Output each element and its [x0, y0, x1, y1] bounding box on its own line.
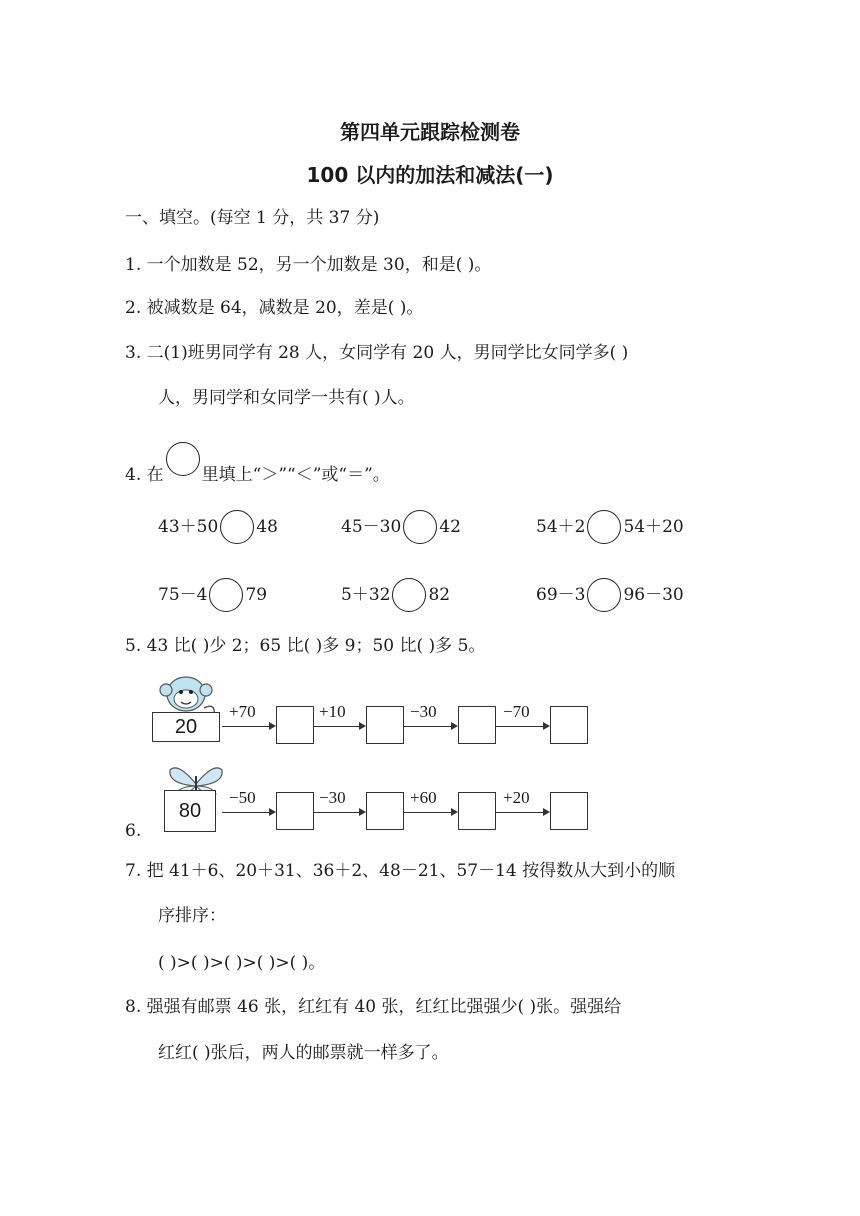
chain-2-answer-box-1[interactable]	[276, 792, 314, 830]
chain-2-op-4: +20	[503, 788, 530, 807]
compare-left: 75－4	[158, 585, 208, 605]
chain-2-arrow-1	[222, 812, 274, 813]
compare-right: 79	[245, 585, 268, 605]
chain-1-arrow-1	[222, 726, 274, 727]
chain-1-start-value: 20	[174, 716, 198, 738]
question-7-line-2: 序排序：	[158, 906, 226, 926]
compare-item	[158, 578, 267, 612]
question-3-line-2: 人，男同学和女同学一共有( )人。	[158, 388, 415, 408]
chain-2-op-1: −50	[229, 788, 256, 807]
question-4-prefix: 4. 在	[125, 465, 164, 485]
compare-right: 42	[439, 517, 461, 537]
compare-left: 54＋2	[536, 517, 586, 537]
chain-2-start-box	[164, 790, 216, 832]
chain-2-op-2: −30	[319, 788, 346, 807]
chain-1-answer-box-2[interactable]	[366, 706, 404, 744]
chain-1-arrow-2	[314, 726, 364, 727]
question-2: 2. 被减数是 64，减数是 20，差是( )。	[125, 298, 424, 318]
compare-right: 54＋20	[623, 517, 684, 537]
chain-1-arrow-4	[496, 726, 548, 727]
chain-1-op-4: −70	[503, 702, 530, 721]
answer-circle[interactable]	[220, 510, 254, 544]
question-8-line-1: 8. 强强有邮票 46 张，红红有 40 张，红红比强强少( )张。强强给	[125, 997, 622, 1017]
chain-1-answer-box-4[interactable]	[550, 706, 588, 744]
answer-circle[interactable]	[392, 578, 426, 612]
chain-2-start-value: 80	[178, 800, 202, 822]
compare-item	[341, 578, 450, 612]
compare-right: 82	[428, 585, 451, 605]
chain-1-op-3: −30	[410, 702, 437, 721]
chain-1-start-box	[152, 712, 220, 742]
question-4-suffix: 里填上“＞”“＜”或“＝”。	[201, 465, 390, 485]
compare-left: 45－30	[341, 517, 402, 537]
answer-circle[interactable]	[209, 578, 243, 612]
question-5: 5. 43 比( )少 2；65 比( )多 9；50 比( )多 5。	[125, 636, 486, 656]
page-subtitle: 100 以内的加法和减法(一)	[306, 163, 554, 187]
section-heading: 一、填空。(每空 1 分，共 37 分)	[125, 208, 380, 228]
compare-left: 69－3	[536, 585, 586, 605]
chain-2-answer-box-2[interactable]	[366, 792, 404, 830]
blank-circle-icon	[166, 442, 200, 476]
question-8-line-2: 红红( )张后，两人的邮票就一样多了。	[158, 1043, 449, 1063]
chain-2-answer-box-4[interactable]	[550, 792, 588, 830]
question-6-number: 6.	[125, 821, 142, 841]
question-4	[125, 442, 390, 486]
question-3-line-1: 3. 二(1)班男同学有 28 人，女同学有 20 人，男同学比女同学多( )	[125, 343, 629, 363]
compare-item	[158, 510, 278, 544]
chain-2-answer-box-3[interactable]	[458, 792, 496, 830]
chain-1-answer-box-1[interactable]	[276, 706, 314, 744]
chain-1-op-1: +70	[229, 702, 256, 721]
answer-circle[interactable]	[587, 510, 621, 544]
compare-item	[341, 510, 461, 544]
compare-right: 96－30	[623, 585, 684, 605]
chain-1-answer-box-3[interactable]	[458, 706, 496, 744]
compare-right: 48	[256, 517, 278, 537]
question-7-line-1: 7. 把 41＋6、20＋31、36＋2、48－21、57－14 按得数从大到小的顺	[125, 861, 676, 881]
chain-2-arrow-2	[314, 812, 364, 813]
question-1: 1. 一个加数是 52，另一个加数是 30，和是( )。	[125, 255, 492, 275]
compare-left: 5＋32	[341, 585, 391, 605]
chain-2-op-3: +60	[410, 788, 437, 807]
question-7-answer-line: ( )>( )>( )>( )>( )。	[158, 953, 326, 973]
page-title: 第四单元跟踪检测卷	[340, 120, 520, 144]
chain-1-arrow-3	[404, 726, 456, 727]
answer-circle[interactable]	[587, 578, 621, 612]
chain-2-arrow-3	[404, 812, 456, 813]
chain-2-arrow-4	[496, 812, 548, 813]
chain-1-op-2: +10	[319, 702, 346, 721]
compare-item	[536, 510, 684, 544]
compare-left: 43＋50	[158, 517, 219, 537]
compare-item	[536, 578, 684, 612]
answer-circle[interactable]	[403, 510, 437, 544]
